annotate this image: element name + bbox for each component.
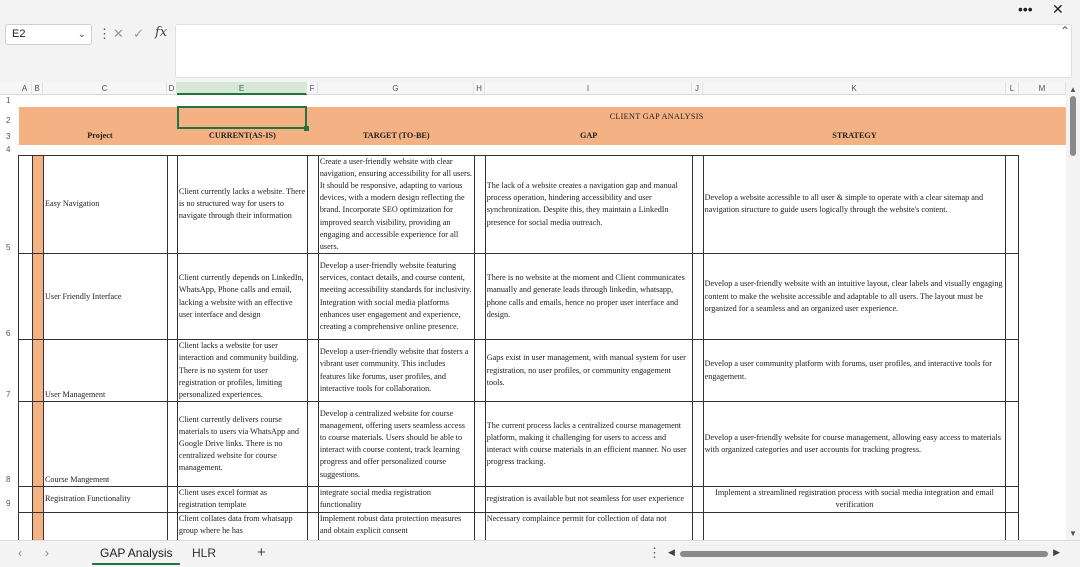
name-box-value: E2 <box>12 28 26 40</box>
row-header-2[interactable]: 2 <box>6 116 11 125</box>
scroll-thumb[interactable] <box>1070 96 1076 156</box>
table-row <box>19 95 1067 107</box>
cell-target[interactable]: Create a user-friendly website with clear navigation, ensuring accessibility for all users. It should be responsive, adapting to various devices, with a modern design reflecting the brand. Incorporate SEO optimization for improved search visibility, providing an engaging and accessible experience for all users. <box>318 155 474 254</box>
column-header-k[interactable]: K <box>703 82 1006 95</box>
collapse-formula-bar-icon[interactable]: ⌃ <box>1059 24 1070 38</box>
scroll-left-icon[interactable]: ◀ <box>668 547 675 557</box>
sheet-tab-bar <box>0 540 1080 567</box>
cell-target[interactable]: Develop a user-friendly website that fosters a vibrant user community. This includes features like forums, user profiles, and interactive tools for collaboration. <box>318 340 474 402</box>
scroll-up-icon[interactable]: ▲ <box>1069 85 1077 94</box>
column-headers <box>0 82 1066 95</box>
cell-gap[interactable]: There is no website at the moment and Client communicates manually and generate leads through linkedin, whatsapp, phone calls and emails, hence no proper user interface and design. <box>485 254 692 340</box>
cell-current[interactable]: Client collates data from whatsapp group where he has <box>177 512 307 540</box>
column-header-i[interactable]: I <box>485 82 692 95</box>
cell-current[interactable]: Client currently lacks a website. There is no structured way for users to navigate through their information <box>177 155 307 254</box>
table-header-row <box>19 128 1067 145</box>
table-row <box>19 107 1067 128</box>
insert-function-icon[interactable]: fx <box>155 25 168 40</box>
header-gap[interactable]: GAP <box>485 128 692 145</box>
column-header-e[interactable]: E <box>177 82 307 95</box>
cell-target[interactable]: integrate social media registration functionality <box>318 487 474 512</box>
formula-bar <box>0 20 1080 80</box>
cell-current[interactable]: Client currently delivers course materials to users via WhatsApp and Google Drive links. There is no centralized website for course management. <box>177 402 307 487</box>
table-row <box>19 145 1067 155</box>
column-header-g[interactable]: G <box>318 82 474 95</box>
cell-target[interactable]: Implement robust data protection measures and obtain explicit consent <box>318 512 474 540</box>
table-row <box>19 512 1067 540</box>
previous-sheet-icon[interactable]: ‹ <box>18 546 22 560</box>
row-header-7[interactable]: 7 <box>6 390 11 399</box>
cell-target[interactable]: Develop a centralized website for course management, offering users seamless access to course materials. Users should be able to interact with course content, track learning progress and offer personalized course suggestions. <box>318 402 474 487</box>
cell-current[interactable]: Client uses excel format as registration template <box>177 487 307 512</box>
close-icon[interactable]: ✕ <box>1052 1 1064 17</box>
cell-strategy[interactable]: Develop a user-friendly website for course management, allowing easy access to materials with organized categories and user accounts for tracking progress. <box>703 402 1006 487</box>
horizontal-scrollbar[interactable] <box>668 549 1060 558</box>
column-header-f[interactable]: F <box>307 82 318 95</box>
spreadsheet-grid[interactable] <box>0 82 1066 540</box>
name-box[interactable] <box>5 24 92 45</box>
cell-project[interactable]: Course Mangement <box>43 402 167 487</box>
cell-strategy[interactable] <box>703 512 1006 540</box>
cell-gap[interactable]: Gaps exist in user management, with manual system for user registration, no user profiles, or community engagement tools. <box>485 340 692 402</box>
cell-project[interactable]: Easy Navigation <box>43 155 167 254</box>
cancel-icon[interactable]: ✕ <box>113 26 124 41</box>
scroll-down-icon[interactable]: ▼ <box>1069 529 1077 538</box>
cell-current[interactable]: Client lacks a website for user interaction and community building. There is no system for user registration or profiles, limiting personalized experiences. <box>177 340 307 402</box>
title-bar <box>0 0 1080 18</box>
cell-project[interactable]: User Friendly Interface <box>43 254 167 340</box>
cell-gap[interactable]: The lack of a website creates a navigation gap and manual process operation, hindering accessibility and user synchronization. Despite this, they maintain a LinkedIn presence for social media outreach. <box>485 155 692 254</box>
add-sheet-icon[interactable]: + <box>257 544 266 561</box>
column-header-b[interactable]: B <box>32 82 43 95</box>
header-current[interactable]: CURRENT(AS-IS) <box>177 128 307 145</box>
cell-project[interactable]: Registration Functionality <box>43 487 167 512</box>
column-header-m[interactable]: M <box>1019 82 1066 95</box>
data-table <box>18 95 1066 540</box>
row-header-6[interactable]: 6 <box>6 329 11 338</box>
formula-input[interactable] <box>175 24 1072 78</box>
column-header-h[interactable]: H <box>474 82 485 95</box>
scroll-thumb[interactable] <box>680 551 1048 557</box>
table-row <box>19 402 1067 487</box>
next-sheet-icon[interactable]: › <box>45 546 49 560</box>
vertical-dots-icon[interactable]: ⋮ <box>98 26 111 41</box>
header-project[interactable]: Project <box>32 128 167 145</box>
row-header-4[interactable]: 4 <box>6 145 11 154</box>
column-header-j[interactable]: J <box>692 82 703 95</box>
row-header-5[interactable]: 5 <box>6 243 11 252</box>
confirm-icon[interactable]: ✓ <box>133 26 144 41</box>
cell-gap[interactable]: The current process lacks a centralized course management platform, making it challenging for users to access and interact with course materials in an efficient manner. No user progress tracking. <box>485 402 692 487</box>
cell-target[interactable]: Develop a user-friendly website featuring services, contact details, and course content, meeting accessibility standards for inclusivity. Integration with social media platforms enhances user engagement and experience, creating a comprehensive online presence. <box>318 254 474 340</box>
table-row <box>19 254 1067 340</box>
more-options-icon[interactable]: ••• <box>1018 1 1033 17</box>
page-title[interactable]: CLIENT GAP ANALYSIS <box>307 107 1006 128</box>
table-row <box>19 340 1067 402</box>
column-header-c[interactable]: C <box>43 82 167 95</box>
tab-gap-analysis[interactable]: GAP Analysis <box>92 543 180 565</box>
row-header-3[interactable]: 3 <box>6 132 11 141</box>
cell-strategy[interactable]: Develop a user community platform with forums, user profiles, and interactive tools for engagement. <box>703 340 1006 402</box>
table-row <box>19 487 1067 512</box>
cell-strategy[interactable]: Implement a streamlined registration process with social media integration and email verification <box>703 487 1006 512</box>
column-header-l[interactable]: L <box>1006 82 1019 95</box>
tab-hlr[interactable]: HLR <box>192 546 217 560</box>
header-strategy[interactable]: STRATEGY <box>703 128 1006 145</box>
row-header-9[interactable]: 9 <box>6 499 11 508</box>
vertical-dots-icon[interactable]: ⋮ <box>648 545 661 560</box>
cell-gap[interactable]: registration is available but not seamless for user experience <box>485 487 692 512</box>
row-header-1[interactable]: 1 <box>6 96 11 105</box>
column-header-d[interactable]: D <box>167 82 177 95</box>
cell-strategy[interactable]: Develop a website accessible to all user & simple to operate with a clear sitemap and navigation structure to guide users logically through the website's content. <box>703 155 1006 254</box>
column-header-a[interactable]: A <box>18 82 32 95</box>
header-target[interactable]: TARGET (TO-BE) <box>318 128 474 145</box>
scroll-right-icon[interactable]: ▶ <box>1053 547 1060 557</box>
cell-project[interactable]: User Management <box>43 340 167 402</box>
chevron-down-icon[interactable]: ⌄ <box>77 29 86 40</box>
cell-project[interactable] <box>43 512 167 540</box>
cell-strategy[interactable]: Develop a user-friendly website with an intuitive layout, clear labels and visually engaging content to make the website accessible and adaptable to all users. The layout must be organized for a seamless and an organized user experience. <box>703 254 1006 340</box>
cell-current[interactable]: Client currently depends on LinkedIn, WhatsApp, Phone calls and email, lacking a website with an effective user interface and design <box>177 254 307 340</box>
row-header-8[interactable]: 8 <box>6 475 11 484</box>
vertical-scrollbar[interactable] <box>1066 82 1080 540</box>
table-row <box>19 155 1067 254</box>
cell-gap[interactable]: Necessary complaince permit for collection of data not <box>485 512 692 540</box>
